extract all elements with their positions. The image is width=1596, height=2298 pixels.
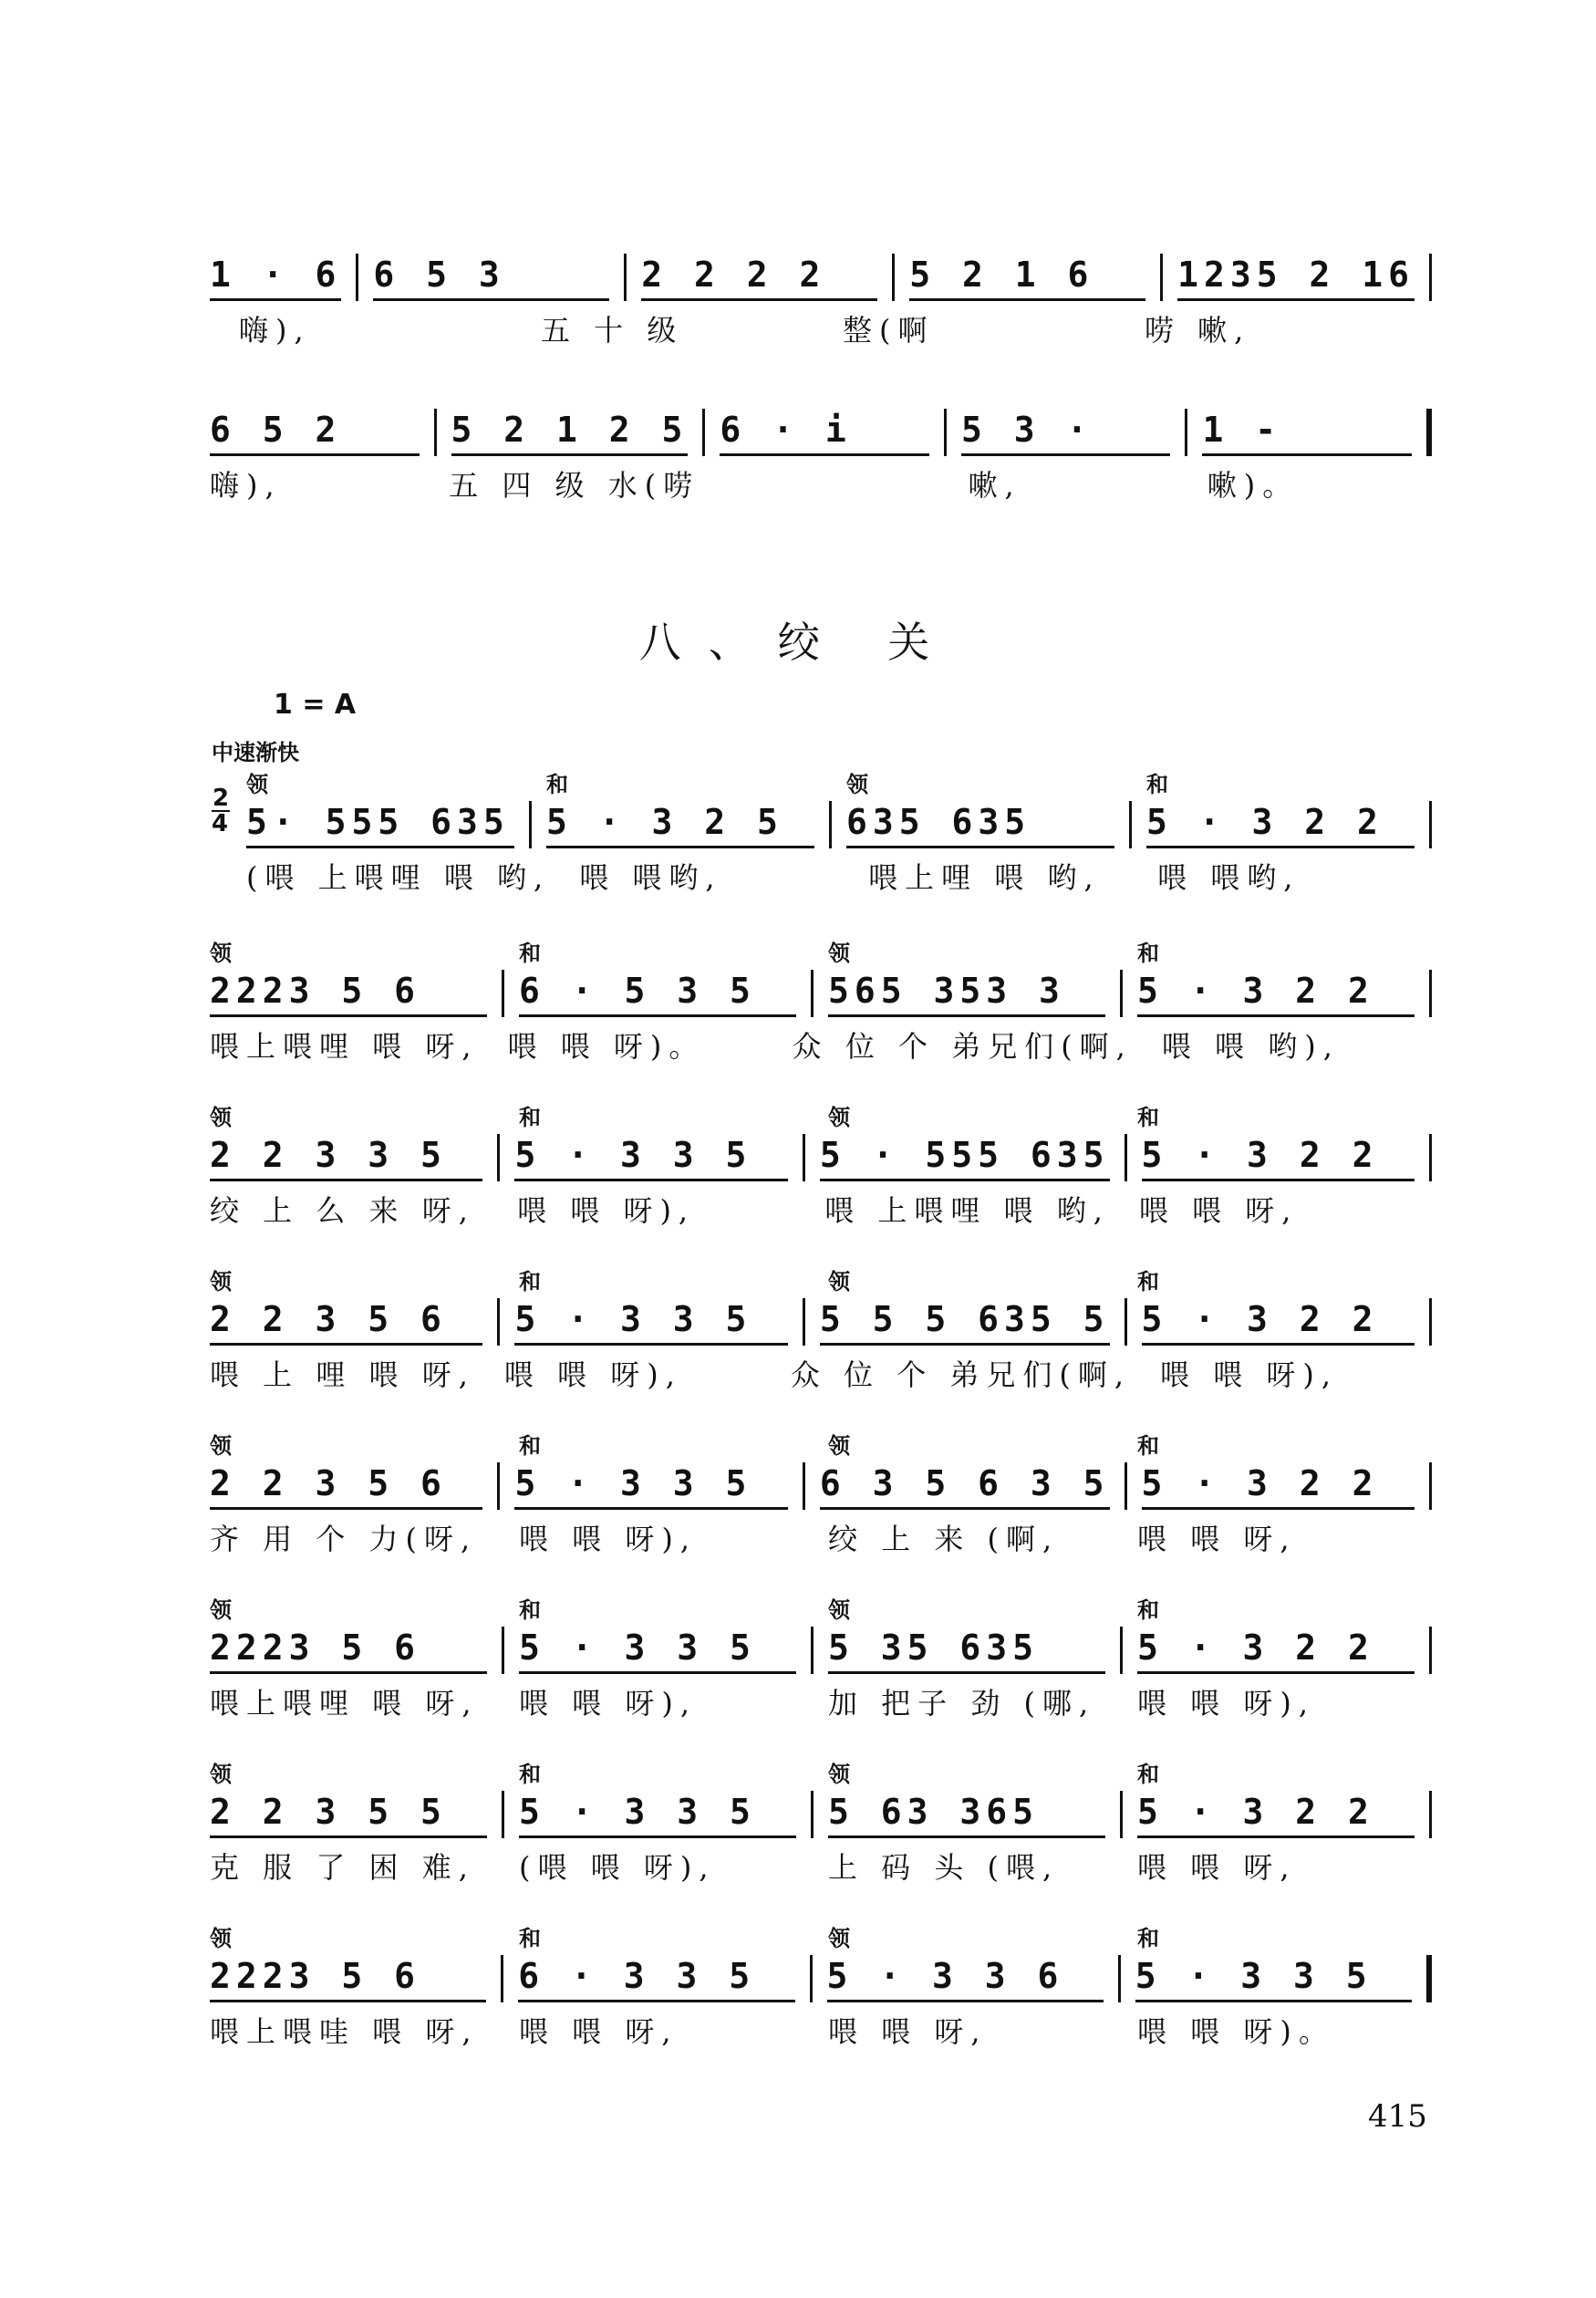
part-mark: 和 [519,1105,541,1130]
part-mark: 和 [1137,941,1159,966]
measure: 2223 5 6 [210,1627,487,1674]
lyric: 众 位 个 弟兄们(啊, [790,1357,1132,1392]
tempo-marking: 中速渐快 [212,739,299,765]
lyric: 喂 喂 呀), [519,1686,698,1721]
barline [811,1791,814,1838]
measure: 2 2 2 2 [641,255,877,301]
measure: 565 353 3 [828,971,1105,1017]
lyric: 整(啊 [843,313,935,348]
measure: 5 3 · [961,410,1171,456]
part-mark: 和 [519,1926,541,1951]
part-mark: 领 [210,1105,232,1130]
page-number: 415 [1368,2098,1427,2135]
part-mark: 和 [1137,1269,1159,1295]
barline [529,801,532,848]
part-mark: 和 [519,1269,541,1295]
score-row [210,912,1432,1095]
meter-top: 2 [212,785,230,812]
measure: 2 2 3 5 5 [210,1792,487,1838]
part-mark: 领 [828,1597,850,1623]
part-mark: 和 [1137,1105,1159,1130]
barline [1429,970,1432,1017]
lyric: 喂 上喂哩 喂 哟, [824,1193,1110,1228]
lyric: 喂 喂 呀), [1137,1686,1316,1721]
barline [497,1134,500,1181]
barline [1124,1134,1127,1181]
part-mark: 领 [828,1762,850,1787]
measure: 1235 2 16 [1177,255,1415,301]
lyric: (喂 上喂哩 喂 哟, [246,860,551,895]
measure: 5 · 3 2 2 [1142,1463,1415,1510]
part-mark: 和 [519,941,541,966]
barline [1124,1462,1127,1510]
barline [1426,1955,1432,2002]
part-mark: 和 [1137,1762,1159,1787]
barline [1120,1791,1123,1838]
lyric: 喂 喂 呀), [503,1357,682,1392]
measure: 5 · 3 3 5 [1135,1956,1412,2002]
measure: 5 2 1 6 [909,255,1145,301]
barline [502,970,504,1017]
lyric: 齐 用 个 力(呀, [210,1522,478,1556]
measure: 5 · 555 635 [820,1135,1110,1181]
measure: 5 · 3 3 5 [514,1135,787,1181]
measure: 2223 5 6 [210,971,487,1017]
part-mark: 和 [1137,1597,1159,1623]
lyric: 喂 喂 呀, [1137,1522,1297,1556]
score-row [210,1405,1432,1587]
measure: 5 · 3 2 2 [1137,971,1415,1017]
measure: 5 · 3 3 5 [514,1299,787,1346]
score-row [210,1898,1432,2080]
part-mark: 和 [1146,772,1168,797]
lyric: 嗽)。 [1207,468,1300,503]
part-mark: 和 [519,1762,541,1787]
score-row [210,743,1432,926]
continuation-row-2 [210,351,1432,534]
measure: 5 · 3 2 2 [1142,1135,1415,1181]
lyric: 喂 喂哟, [579,860,722,895]
measure: 5 · 3 2 2 [1137,1627,1415,1674]
measure: 5 · 3 3 6 [827,1956,1104,2002]
part-mark: 领 [210,1762,232,1787]
lyric: 喂 上 哩 喂 呀, [210,1357,475,1392]
barline [811,1627,814,1674]
measure: 2223 5 6 [210,1956,486,2002]
barline [1429,1627,1432,1674]
measure: 5 35 635 [828,1627,1105,1674]
measure: 5 · 3 2 2 [1146,802,1415,848]
measure: 5 · 3 2 5 [546,802,814,848]
barline [1118,1955,1121,2002]
measure: 5 · 3 3 5 [519,1792,796,1838]
part-mark: 和 [1137,1433,1159,1459]
lyric: 喂上喂哩 喂 呀, [210,1686,479,1721]
lyric: (喂 喂 呀), [519,1850,716,1885]
part-mark: 和 [546,772,568,797]
score-row [210,1569,1432,1752]
barline [1429,1298,1432,1346]
lyric: 喂 喂 呀, [1137,1850,1297,1885]
lyric: 上 码 头 (喂, [828,1850,1060,1885]
part-mark: 领 [210,1433,232,1459]
lyric: 喂 喂 呀, [519,2014,679,2049]
part-mark: 领 [210,1597,232,1623]
measure: 5 5 5 635 5 [820,1299,1110,1346]
lyric: 嗽, [968,468,1021,503]
part-mark: 领 [246,772,268,797]
measure: 1 · 6 [210,255,341,301]
barline [1429,1791,1432,1838]
barline [1120,1627,1123,1674]
measure: 5· 555 635 [246,802,514,848]
barline [1429,801,1432,848]
measure: 6 5 2 [210,410,420,456]
part-mark: 领 [828,1105,850,1130]
lyric: 五 四 级 水(唠 [449,468,700,503]
measure: 6 3 5 6 3 5 [820,1463,1110,1510]
lyric: 唠 嗽, [1145,313,1251,348]
part-mark: 领 [828,1269,850,1295]
measure: 6 5 3 [373,255,609,301]
barline [502,1791,504,1838]
barline [497,1298,500,1346]
barline [1129,801,1132,848]
lyric: 喂 喂 呀, [828,2014,988,2049]
measure: 2 2 3 5 6 [210,1463,482,1510]
barline [1124,1298,1127,1346]
barline [1120,970,1123,1017]
part-mark: 领 [846,772,868,797]
meter-bottom: 4 [212,810,229,837]
barline [501,1955,503,2002]
measure: 5 63 365 [828,1792,1105,1838]
lyric: 喂 喂 呀), [517,1193,696,1228]
barline [803,1298,805,1346]
measure: 5 2 1 2 5 [451,410,689,456]
part-mark: 领 [828,1926,850,1951]
lyric: 喂上哩 喂 哟, [868,860,1101,895]
lyric: 喂 喂 呀), [519,1522,698,1556]
lyric: 喂 喂 呀), [1160,1357,1339,1392]
part-mark: 领 [210,1926,232,1951]
part-mark: 领 [210,1269,232,1295]
barline [502,1627,504,1674]
song-title: 八、绞 关 [638,618,958,667]
score-row [210,1076,1432,1259]
part-mark: 和 [519,1433,541,1459]
key-signature: 1 = A [274,689,357,721]
lyric: 喂上喂哩 喂 呀, [210,1029,479,1064]
barline [810,1955,813,2002]
part-mark: 领 [828,941,850,966]
lyric: 嗨), [239,313,311,348]
measure: 635 635 [846,802,1114,848]
part-mark: 和 [1137,1926,1159,1951]
measure: 1 - [1202,410,1412,456]
lyric: 绞 上 么 来 呀, [210,1193,475,1228]
barline [497,1462,500,1510]
lyric: 克 服 了 困 难, [210,1850,475,1885]
lyric: 喂 喂 呀, [1138,1193,1299,1228]
lyric: 绞 上 来 (啊, [828,1522,1060,1556]
barline [811,970,814,1017]
score-row [210,1241,1432,1423]
barline [1429,1134,1432,1181]
part-mark: 领 [828,1433,850,1459]
barline [803,1134,805,1181]
lyric: 喂 喂 哟), [1161,1029,1340,1064]
measure: 5 · 3 2 2 [1142,1299,1415,1346]
lyric: 众 位 个 弟兄们(啊, [792,1029,1133,1064]
measure: 5 · 3 3 5 [514,1463,787,1510]
lyric: 喂 喂哟, [1157,860,1301,895]
measure: 6 · 3 3 5 [518,1956,794,2002]
lyric: 喂 喂 呀)。 [507,1029,706,1064]
part-mark: 和 [519,1597,541,1623]
measure: 2 2 3 5 6 [210,1299,482,1346]
score-row [210,1733,1432,1916]
measure: 6 · 5 3 5 [519,971,796,1017]
measure: 5 · 3 2 2 [1137,1792,1415,1838]
lyric: 加 把子 劲 (哪, [828,1686,1096,1721]
barline [1429,1462,1432,1510]
lyric: 五 十 级 [541,313,684,348]
barline [803,1462,805,1510]
part-mark: 领 [210,941,232,966]
barline [829,801,832,848]
measure: 2 2 3 3 5 [210,1135,482,1181]
measure: 5 · 3 3 5 [519,1627,796,1674]
lyric: 嗨), [210,468,282,503]
measure: 6 · i [720,410,929,456]
lyric: 喂 喂 呀)。 [1137,2014,1335,2049]
lyric: 喂上喂哇 喂 呀, [210,2014,479,2049]
